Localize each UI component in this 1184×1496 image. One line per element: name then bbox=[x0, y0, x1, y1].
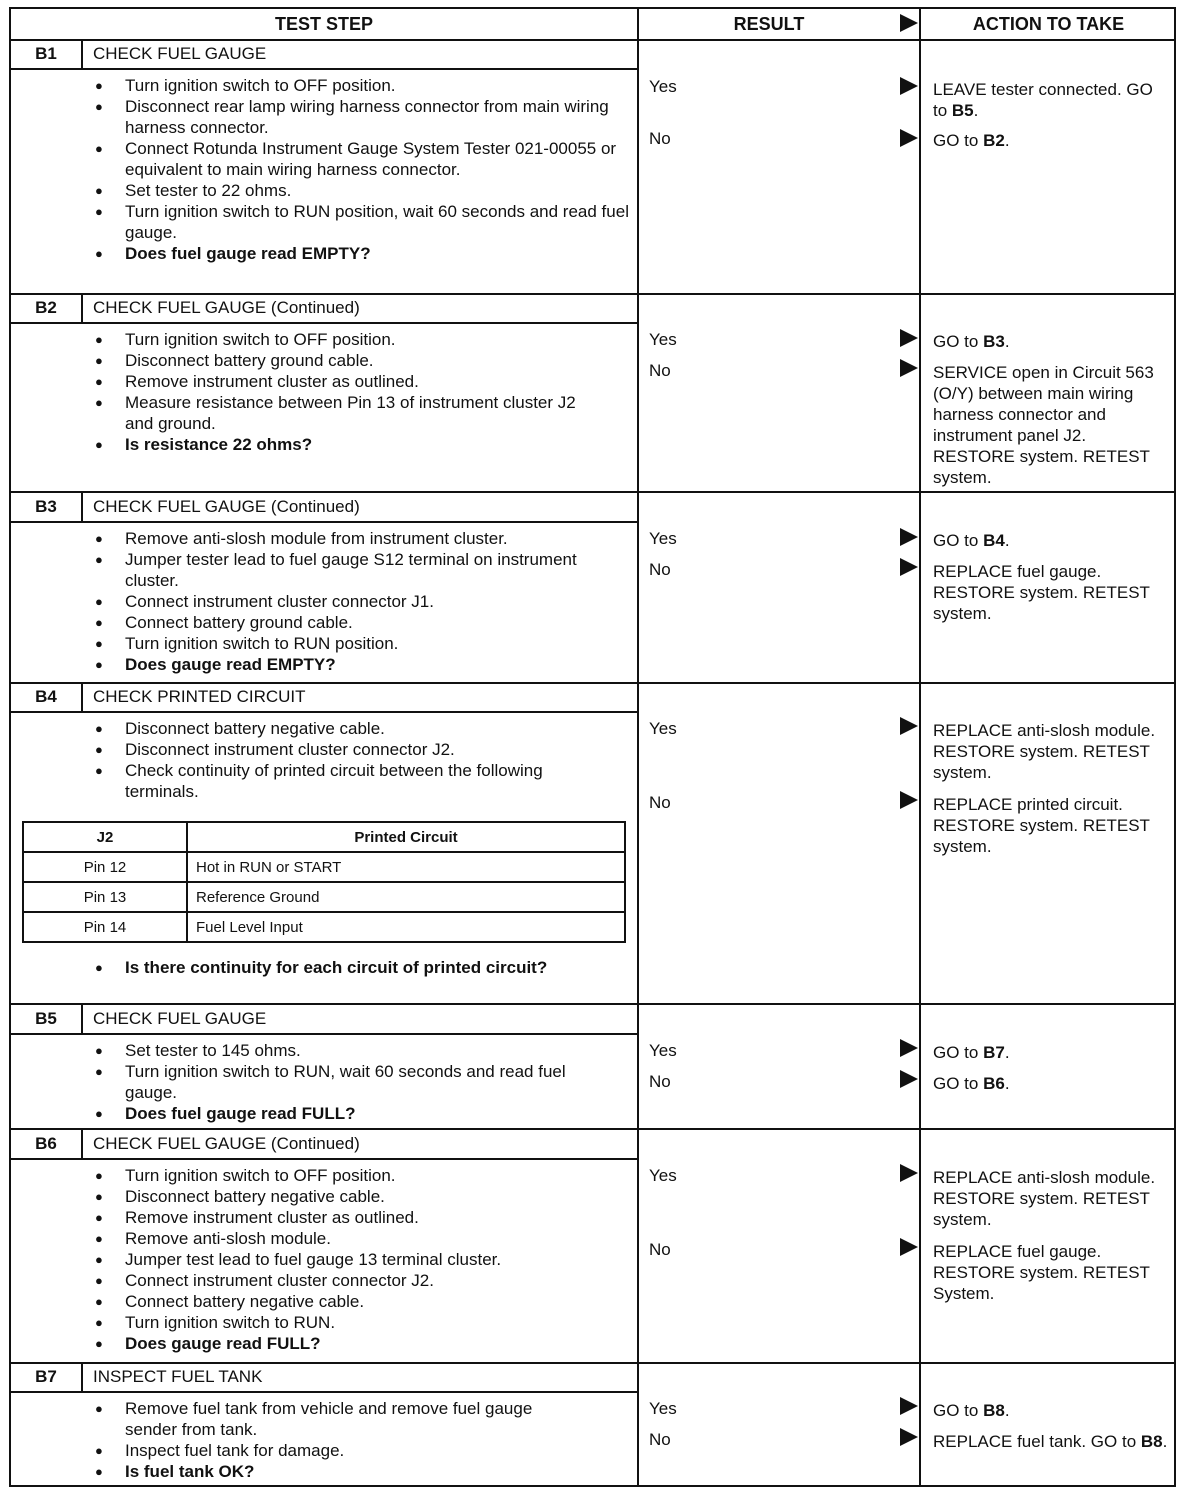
list-item: ● Connect instrument cluster connector J1. bbox=[89, 591, 609, 612]
step-code: B6 bbox=[35, 1134, 57, 1153]
result-no: No bbox=[649, 793, 671, 812]
step-code: B7 bbox=[35, 1367, 57, 1386]
action-text: GO to B7. bbox=[933, 1043, 1010, 1062]
table-header-row bbox=[23, 822, 625, 852]
result-no: No bbox=[649, 129, 671, 148]
list-item: ● Disconnect battery negative cable. bbox=[89, 718, 609, 739]
list-item: ● Jumper tester lead to fuel gauge S12 terminal on instrument cluster. bbox=[89, 549, 609, 591]
arrow-icon bbox=[900, 329, 918, 347]
column-header: J2 bbox=[23, 822, 187, 852]
list-item: ● Turn ignition switch to OFF position. bbox=[89, 329, 589, 350]
list-item: ● Remove anti-slosh module from instrument cluster. bbox=[89, 528, 609, 549]
list-item: ● Disconnect battery negative cable. bbox=[89, 1186, 629, 1207]
column-divider bbox=[919, 9, 921, 1485]
result-no: No bbox=[649, 1072, 671, 1091]
step-question: ● Does fuel gauge read FULL? bbox=[89, 1103, 609, 1124]
result-yes: Yes bbox=[649, 529, 677, 548]
action-text: GO to B8. bbox=[933, 1401, 1010, 1420]
step-title: CHECK FUEL GAUGE (Continued) bbox=[93, 298, 360, 317]
list-item: ● Remove instrument cluster as outlined. bbox=[89, 1207, 629, 1228]
action-text: GO to B2. bbox=[933, 131, 1010, 150]
arrow-icon bbox=[900, 129, 918, 147]
result-yes: Yes bbox=[649, 1399, 677, 1418]
list-item: ● Turn ignition switch to OFF position. bbox=[89, 1165, 629, 1186]
arrow-icon bbox=[900, 1397, 918, 1415]
pin-cell: Pin 12 bbox=[23, 852, 187, 882]
result-yes: Yes bbox=[649, 77, 677, 96]
result-no: No bbox=[649, 560, 671, 579]
action-text: GO to B3. bbox=[933, 332, 1010, 351]
list-item: ● Connect instrument cluster connector J2. bbox=[89, 1270, 629, 1291]
printed-circuit-table bbox=[22, 821, 626, 943]
list-item: ● Check continuity of printed circuit between the following terminals. bbox=[89, 760, 609, 802]
step-question: ● Does fuel gauge read EMPTY? bbox=[89, 243, 629, 264]
step-list bbox=[89, 528, 609, 675]
circuit-cell: Hot in RUN or START bbox=[187, 852, 625, 882]
arrow-icon bbox=[900, 1238, 918, 1256]
step-list bbox=[89, 75, 629, 264]
pin-cell: Pin 14 bbox=[23, 912, 187, 942]
header-result: RESULT bbox=[733, 14, 805, 34]
diagnostic-table bbox=[9, 7, 1176, 1487]
table-row bbox=[23, 852, 625, 882]
step-question: ● Does gauge read EMPTY? bbox=[89, 654, 609, 675]
circuit-cell: Reference Ground bbox=[187, 882, 625, 912]
list-item: ● Connect battery negative cable. bbox=[89, 1291, 629, 1312]
list-item: ● Set tester to 22 ohms. bbox=[89, 180, 629, 201]
list-item: ● Remove instrument cluster as outlined. bbox=[89, 371, 589, 392]
step-list bbox=[89, 329, 589, 455]
circuit-cell: Fuel Level Input bbox=[187, 912, 625, 942]
column-divider bbox=[637, 9, 639, 1485]
step-code: B5 bbox=[35, 1009, 57, 1028]
step-title: CHECK FUEL GAUGE (Continued) bbox=[93, 497, 360, 516]
step-code: B2 bbox=[35, 298, 57, 317]
step-title: CHECK FUEL GAUGE bbox=[93, 44, 267, 63]
step-title: INSPECT FUEL TANK bbox=[93, 1367, 263, 1386]
arrow-icon bbox=[900, 528, 918, 546]
step-question: ● Is resistance 22 ohms? bbox=[89, 434, 589, 455]
result-yes: Yes bbox=[649, 719, 677, 738]
result-no: No bbox=[649, 1240, 671, 1259]
list-item: ● Set tester to 145 ohms. bbox=[89, 1040, 609, 1061]
list-item: ● Connect Rotunda Instrument Gauge System Tester 021-00055 or equivalent to main wiring harness connector. bbox=[89, 138, 629, 180]
header-test-step: TEST STEP bbox=[274, 14, 373, 34]
list-item: ● Turn ignition switch to RUN position. bbox=[89, 633, 609, 654]
list-item: ● Turn ignition switch to OFF position. bbox=[89, 75, 629, 96]
arrow-icon bbox=[900, 791, 918, 809]
arrow-icon bbox=[900, 1428, 918, 1446]
result-no: No bbox=[649, 361, 671, 380]
arrow-icon bbox=[900, 717, 918, 735]
action-text: REPLACE anti-slosh module. RESTORE system. RETEST system. bbox=[933, 1168, 1156, 1229]
result-no: No bbox=[649, 1430, 671, 1449]
step-list bbox=[89, 1398, 579, 1482]
list-item: ● Turn ignition switch to RUN position, wait 60 seconds and read fuel gauge. bbox=[89, 201, 629, 243]
action-text: REPLACE fuel tank. GO to B8. bbox=[933, 1432, 1168, 1451]
step-code: B1 bbox=[35, 44, 57, 63]
action-text: LEAVE tester connected. GO to B5. bbox=[933, 80, 1153, 120]
step-title: CHECK FUEL GAUGE bbox=[93, 1009, 267, 1028]
pin-cell: Pin 13 bbox=[23, 882, 187, 912]
list-item: ● Inspect fuel tank for damage. bbox=[89, 1440, 579, 1461]
list-item: ● Jumper test lead to fuel gauge 13 terminal cluster. bbox=[89, 1249, 629, 1270]
list-item: ● Remove fuel tank from vehicle and remove fuel gauge sender from tank. bbox=[89, 1398, 579, 1440]
action-text: REPLACE printed circuit. RESTORE system. RETEST system. bbox=[933, 795, 1150, 856]
header-action: ACTION TO TAKE bbox=[972, 14, 1125, 34]
table-row bbox=[23, 882, 625, 912]
step-code: B4 bbox=[35, 687, 57, 706]
step-question: ● Is fuel tank OK? bbox=[89, 1461, 579, 1482]
list-item: ● Disconnect instrument cluster connector J2. bbox=[89, 739, 609, 760]
list-item: ● Disconnect rear lamp wiring harness connector from main wiring harness connector. bbox=[89, 96, 629, 138]
table-row bbox=[23, 912, 625, 942]
step-code: B3 bbox=[35, 497, 57, 516]
header-divider bbox=[11, 39, 1174, 41]
arrow-icon bbox=[900, 359, 918, 377]
column-header: Printed Circuit bbox=[187, 822, 625, 852]
action-text: GO to B4. bbox=[933, 531, 1010, 550]
action-text: SERVICE open in Circuit 563 (O/Y) between main wiring harness connector and instrument panel J2. RESTORE system. RETEST system. bbox=[933, 363, 1154, 487]
step-list bbox=[89, 1165, 629, 1354]
step-title: CHECK FUEL GAUGE (Continued) bbox=[93, 1134, 360, 1153]
arrow-icon bbox=[900, 77, 918, 95]
list-item: ● Disconnect battery ground cable. bbox=[89, 350, 589, 371]
list-item: ● Remove anti-slosh module. bbox=[89, 1228, 629, 1249]
arrow-icon bbox=[900, 1039, 918, 1057]
result-yes: Yes bbox=[649, 1041, 677, 1060]
step-question: ● Does gauge read FULL? bbox=[89, 1333, 629, 1354]
list-item: ● Turn ignition switch to RUN, wait 60 seconds and read fuel gauge. bbox=[89, 1061, 609, 1103]
arrow-icon bbox=[900, 1164, 918, 1182]
list-item: ● Turn ignition switch to RUN. bbox=[89, 1312, 629, 1333]
step-list bbox=[89, 718, 609, 802]
action-text: REPLACE anti-slosh module. RESTORE system. RETEST system. bbox=[933, 721, 1156, 782]
list-item: ● Connect battery ground cable. bbox=[89, 612, 609, 633]
step-title: CHECK PRINTED CIRCUIT bbox=[93, 687, 306, 706]
step-list bbox=[89, 957, 559, 978]
arrow-icon bbox=[900, 558, 918, 576]
list-item: ● Measure resistance between Pin 13 of instrument cluster J2 and ground. bbox=[89, 392, 589, 434]
header-arrow-icon bbox=[900, 14, 918, 32]
action-text: GO to B6. bbox=[933, 1074, 1010, 1093]
arrow-icon bbox=[900, 1070, 918, 1088]
step-question: ● Is there continuity for each circuit of printed circuit? bbox=[89, 957, 559, 978]
result-yes: Yes bbox=[649, 1166, 677, 1185]
step-list bbox=[89, 1040, 609, 1124]
action-text: REPLACE fuel gauge. RESTORE system. RETEST system. bbox=[933, 562, 1150, 623]
result-yes: Yes bbox=[649, 330, 677, 349]
action-text: REPLACE fuel gauge. RESTORE system. RETEST System. bbox=[933, 1242, 1150, 1303]
